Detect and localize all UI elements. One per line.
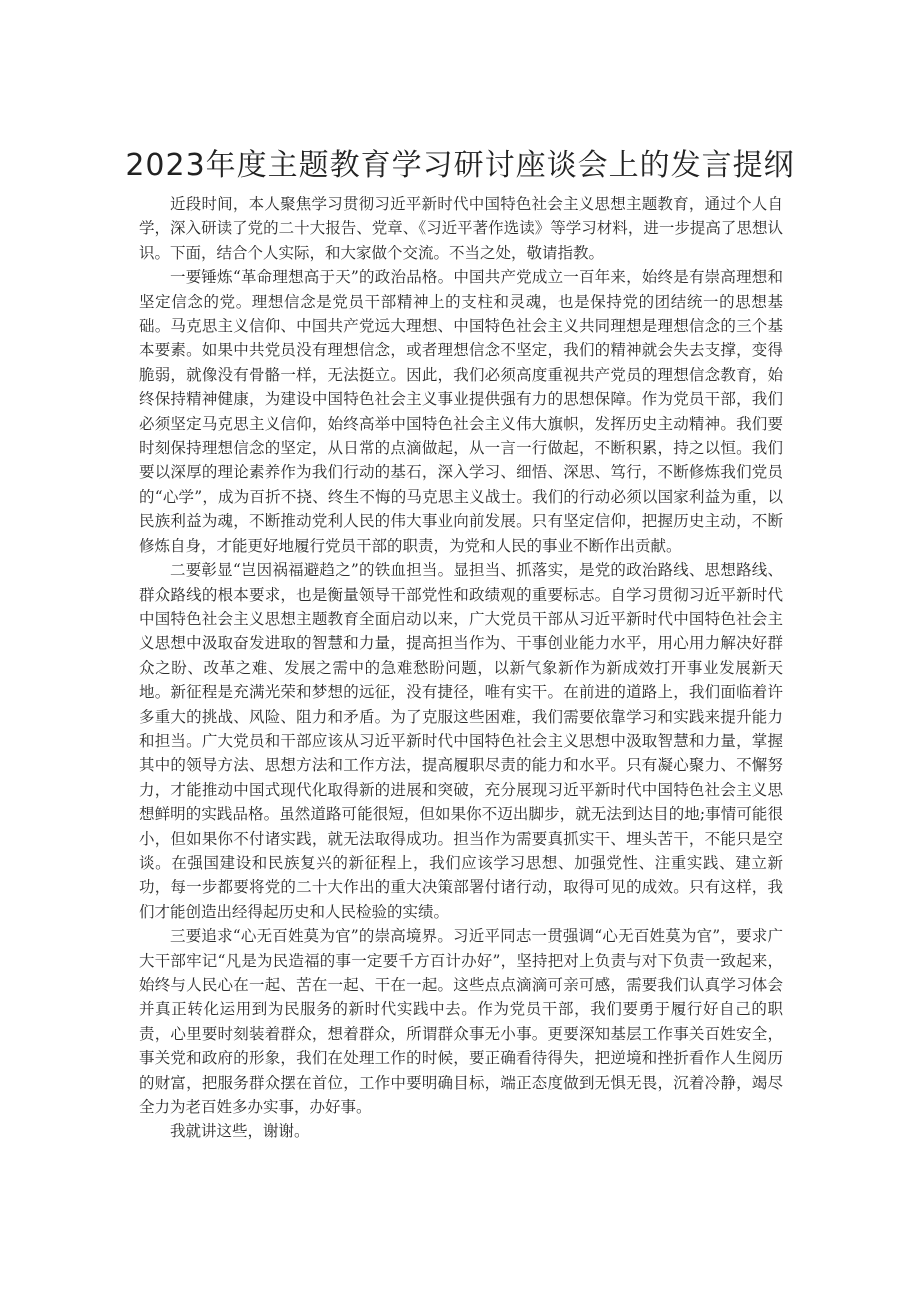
document-title: 2023年度主题教育学习研讨座谈会上的发言提纲	[125, 148, 795, 183]
paragraph-closing: 我就讲这些，谢谢。	[170, 1122, 310, 1141]
document-body	[139, 192, 783, 1144]
paragraph-point-2: 二要彰显“岂因祸福避趋之”的铁血担当。显担当、抓落实，是党的政治路线、思想路线、群众路线的根本要求，也是衡量领导干部党性和政绩观的重要标志。自学习贯彻习近平新时代中国特色社会主义思想主题教育全面启动以来，广大党员干部从习近平新时代中国特色社会主义思想中汲取奋发进取的智慧和力量，提高担当作为、干事创业能力水平，用心用力解决好群众之盼、改革之难、发展之需中的急难愁盼问题，以新气象新作为新成效打开事业发展新天地。新征程是充满光荣和梦想的远征，没有捷径，唯有实干。在前进的道路上，我们面临着许多重大的挑战、风险、阻力和矛盾。为了克服这些困难，我们需要依靠学习和实践来提升能力和担当。广大党员和干部应该从习近平新时代中国特色社会主义思想中汲取智慧和力量，掌握其中的领导方法、思想方法和工作方法，提高履职尽责的能力和水平。只有凝心聚力、不懈努力，才能推动中国式现代化取得新的进展和突破，充分展现习近平新时代中国特色社会主义思想鲜明的实践品格。虽然道路可能很短，但如果你不迈出脚步，就无法到达目的地;事情可能很小，但如果你不付诸实践，就无法取得成功。担当作为需要真抓实干、埋头苦干，不能只是空谈。在强国建设和民族复兴的新征程上，我们应该学习思想、加强党性、注重实践、建立新功，每一步都要将党的二十大作出的重大决策部署付诸行动，取得可见的成效。只有这样，我们才能创造出经得起历史和人民检验的实绩。	[139, 561, 783, 921]
paragraph-point-3: 三要追求“心无百姓莫为官”的崇高境界。习近平同志一贯强调“心无百姓莫为官”，要求广大干部牢记“凡是为民造福的事一定要千方百计办好”，坚持把对上负责与对下负责一致起来，始终与人民心在一起、苦在一起、干在一起。这些点点滴滴可亲可感，需要我们认真学习体会并真正转化运用到为民服务的新时代实践中去。作为党员干部，我们要勇于履行好自己的职责，心里要时刻装着群众，想着群众，所谓群众事无小事。更要深知基层工作事关百姓安全，事关党和政府的形象，我们在处理工作的时候，要正确看待得失，把逆境和挫折看作人生阅历的财富，把服务群众摆在首位，工作中要明确目标，端正态度做到无惧无畏，沉着冷静，竭尽全力为老百姓多办实事，办好事。	[139, 927, 783, 1117]
paragraph-point-1: 一要锤炼“革命理想高于天”的政治品格。中国共产党成立一百年来，始终是有崇高理想和坚定信念的党。理想信念是党员干部精神上的支柱和灵魂，也是保持党的团结统一的思想基础。马克思主义信仰、中国共产党远大理想、中国特色社会主义共同理想是理想信念的三个基本要素。如果中共党员没有理想信念，或者理想信念不坚定，我们的精神就会失去支撑，变得脆弱，就像没有骨骼一样，无法挺立。因此，我们必须高度重视共产党员的理想信念教育，始终保持精神健康，为建设中国特色社会主义事业提供强有力的思想保障。作为党员干部，我们必须坚定马克思主义信仰，始终高举中国特色社会主义伟大旗帜，发挥历史主动精神。我们要时刻保持理想信念的坚定，从日常的点滴做起，从一言一行做起，不断积累，持之以恒。我们要以深厚的理论素养作为我们行动的基石，深入学习、细悟、深思、笃行，不断修炼我们党员的“心学”，成为百折不挠、终生不悔的马克思主义战士。我们的行动必须以国家利益为重，以民族利益为魂，不断推动党利人民的伟大事业向前发展。只有坚定信仰，把握历史主动，不断修炼自身，才能更好地履行党员干部的职责，为党和人民的事业不断作出贡献。	[139, 268, 783, 555]
paragraph-intro: 近段时间，本人聚焦学习贯彻习近平新时代中国特色社会主义思想主题教育，通过个人自学，深入研读了党的二十大报告、党章、《习近平著作选读》等学习材料，进一步提高了思想认识。下面，结合个人实际，和大家做个交流。不当之处，敬请指教。	[139, 195, 783, 262]
